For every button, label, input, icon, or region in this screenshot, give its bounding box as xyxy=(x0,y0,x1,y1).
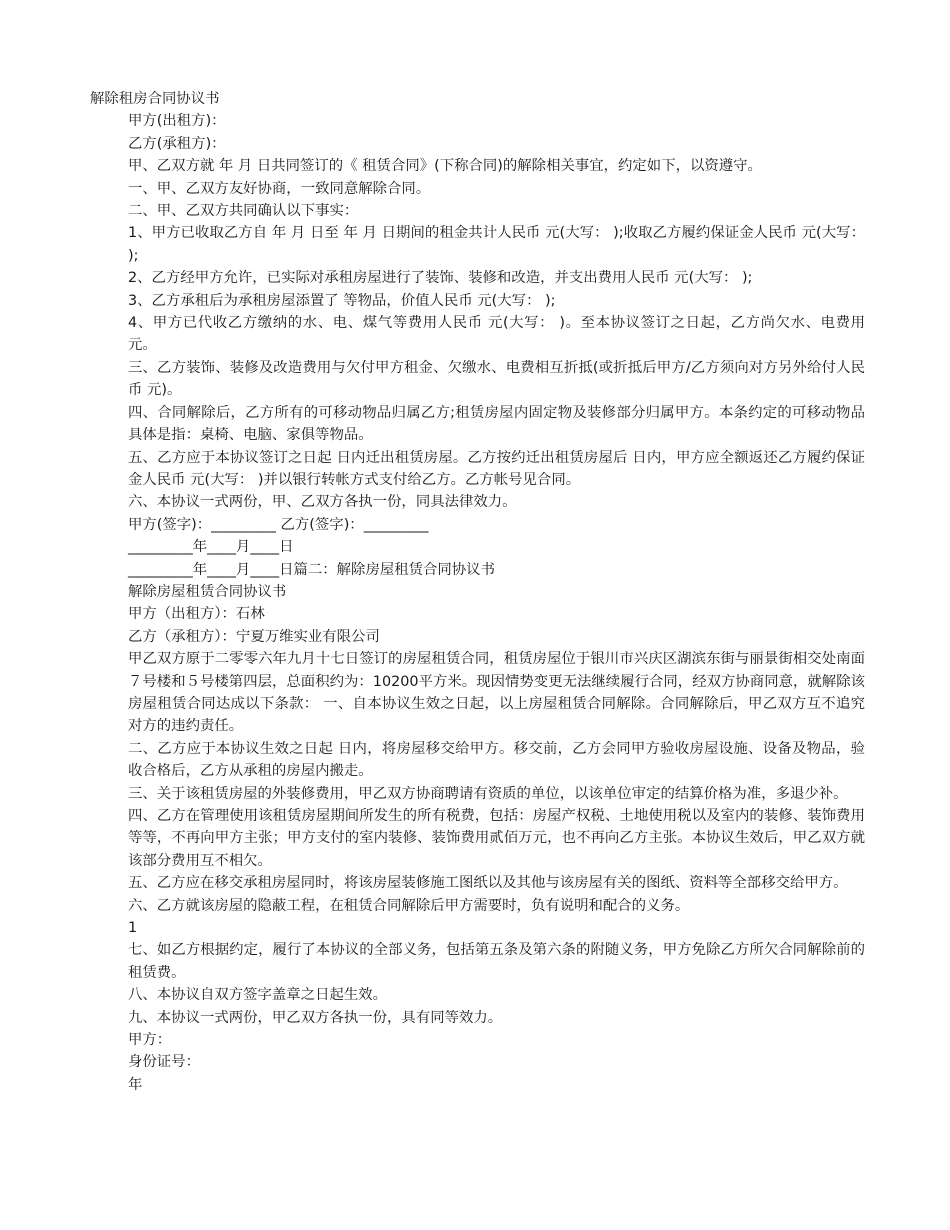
lessee-line: 乙方（承租方）：宁夏万维实业有限公司 xyxy=(128,628,380,645)
section-two-title: 解除房屋租赁合同协议书 xyxy=(128,583,287,600)
id-number-line: 身份证号： xyxy=(128,1054,200,1071)
term-2: 二、乙方应于本协议生效之日起 日内，将房屋移交给甲方。移交前，乙方会同甲方验收房屋设施、设备及物品，验收合格后，乙方从承租的房屋内搬走。 xyxy=(128,740,865,780)
clause-1: 一、甲、乙双方友好协商，一致同意解除合同。 xyxy=(128,180,431,197)
year-line: 年 xyxy=(128,1076,143,1093)
lessor-line: 甲方（出租方）：石林 xyxy=(128,606,265,623)
fact-4: 4、甲方已代收乙方缴纳的水、电、煤气等费用人民币 元(大写： )。至本协议签订之日起，乙方尚欠水、电费用 元。 xyxy=(128,315,865,354)
party-b-line: 乙方(承租方)： xyxy=(128,135,226,152)
term-4: 四、乙方在管理使用该租赁房屋期间所发生的所有税费，包括：房屋产权税、土地使用税以及室内的装修、装饰费用等等，不再向甲方主张；甲方支付的室内装修、装饰费用贰佰万元，也不再向乙方主张。本协议生效后，甲乙双方就该部分费用互不相欠。 xyxy=(128,808,865,869)
fact-1: 1、甲方已收取乙方自 年 月 日至 年 月 日期间的租金共计人民币 元(大写： );收取乙方履约保证金人民币 元(大写： ); xyxy=(128,225,865,264)
document-page xyxy=(90,88,865,1096)
term-7: 七、如乙方根据约定，履行了本协议的全部义务，包括第五条及第六条的附随义务，甲方免除乙方所欠合同解除前的租赁费。 xyxy=(128,942,865,981)
term-3: 三、关于该租赁房屋的外装修费用，甲乙双方协商聘请有资质的单位，以该单位审定的结算价格为准，多退少补。 xyxy=(128,785,848,802)
party-a-sign: 甲方： xyxy=(128,1032,172,1049)
document-title: 解除租房合同协议书 xyxy=(90,91,220,107)
date-line-part-two: _________年____月____日篇二：解除房屋租赁合同协议书 xyxy=(128,561,495,578)
clause-6: 六、本协议一式两份，甲、乙双方各执一份，同具法律效力。 xyxy=(128,494,517,511)
clause-3: 三、乙方装饰、装修及改造费用与欠付甲方租金、欠缴水、电费相互折抵(或折抵后甲方/乙方须向对方另外给付人民币 元)。 xyxy=(128,359,865,399)
page-number: 1 xyxy=(128,920,138,937)
term-5: 五、乙方应在移交承租房屋同时，将该房屋装修施工图纸以及其他与该房屋有关的图纸、资料等全部移交给甲方。 xyxy=(128,875,848,892)
party-a-line: 甲方(出租方)： xyxy=(128,113,226,130)
clause-2: 二、甲、乙双方共同确认以下事实： xyxy=(128,203,359,220)
fact-3: 3、乙方承租后为承租房屋添置了 等物品，价值人民币 元(大写： ); xyxy=(128,292,556,309)
term-8: 八、本协议自双方签字盖章之日起生效。 xyxy=(128,987,388,1004)
clause-4: 四、合同解除后，乙方所有的可移动物品归属乙方;租赁房屋内固定物及装修部分归属甲方。本条约定的可移动物品具体是指：桌椅、电脑、家俱等物品。 xyxy=(128,404,865,444)
background-paragraph: 甲乙双方原于二零零六年九月十七日签订的房屋租赁合同，租赁房屋位于银川市兴庆区湖滨东街与丽景街相交处南面７号楼和５号楼第四层，总面积约为：10200平方米。现因情势变更无法继续履行合同，经双方协商同意，就解除该房屋租赁合同达成以下条款： 一、自本协议生效之日起，以上房屋租赁合同解除。合同解除后，甲乙双方互不追究对方的违约责任。 xyxy=(128,651,865,735)
preamble: 甲、乙双方就 年 月 日共同签订的《 租赁合同》(下称合同)的解除相关事宜，约定如下，以资遵守。 xyxy=(128,158,762,175)
fact-2: 2、乙方经甲方允许，已实际对承租房屋进行了装饰、装修和改造，并支出费用人民币 元(大写： ); xyxy=(128,270,753,287)
clause-5: 五、乙方应于本协议签订之日起 日内迁出租赁房屋。乙方按约迁出租赁房屋后 日内，甲方应全额返还乙方履约保证金人民币 元(大写： )并以银行转帐方式支付给乙方。乙方帐号见合同。 xyxy=(128,449,865,488)
term-6: 六、乙方就该房屋的隐蔽工程，在租赁合同解除后甲方需要时，负有说明和配合的义务。 xyxy=(128,897,690,914)
term-9: 九、本协议一式两份，甲乙双方各执一份，具有同等效力。 xyxy=(128,1009,503,1026)
signature-line: 甲方(签字)：_________ 乙方(签字)：_________ xyxy=(128,516,429,533)
date-line: _________年____月____日 xyxy=(128,539,294,556)
